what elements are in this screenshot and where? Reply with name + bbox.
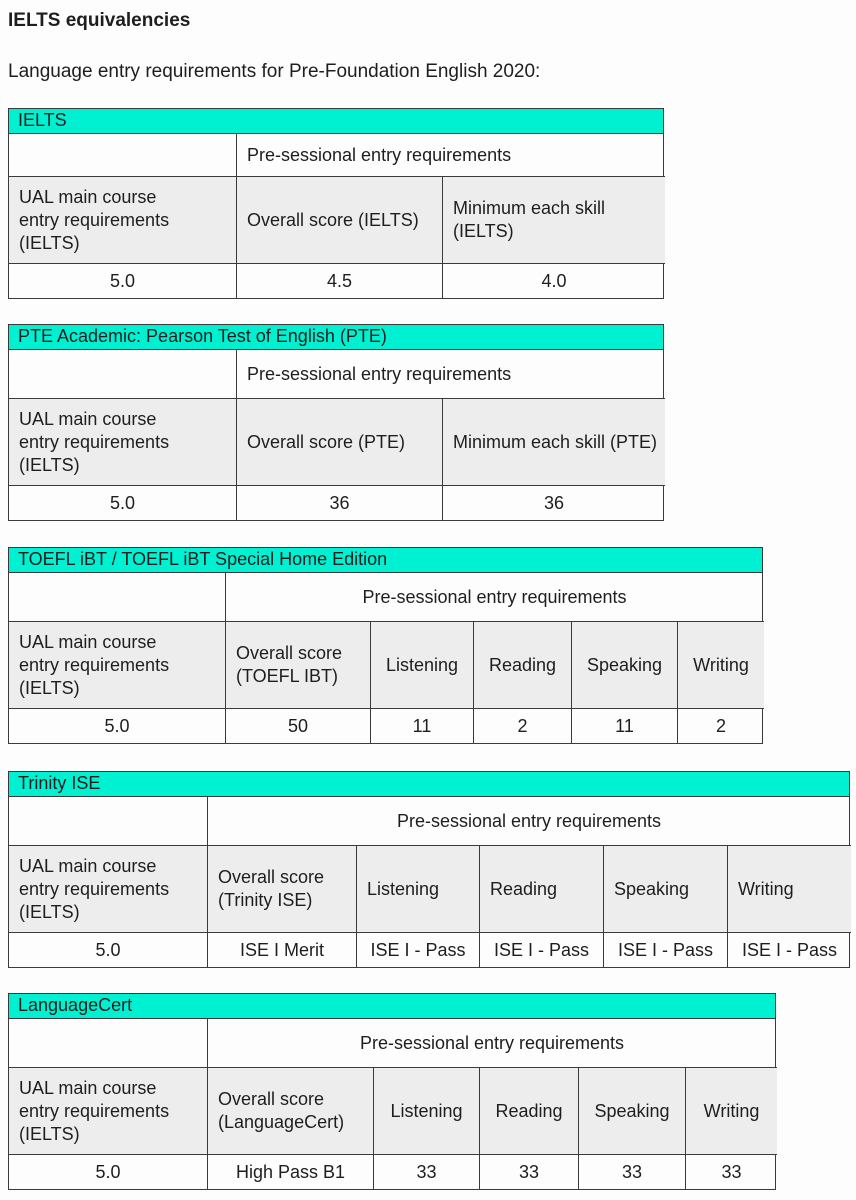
column-header-label: Minimum each skill (PTE) (453, 431, 658, 452)
column-header-label: Reading (495, 1100, 563, 1121)
score-value (442, 485, 665, 520)
column-header (225, 621, 370, 708)
ual-value (9, 1154, 207, 1189)
ual-label-line: entry requirements (19, 431, 170, 452)
score-value (677, 708, 764, 743)
column-header-label: Writing (693, 654, 749, 675)
value-text: 4.5 (326, 270, 353, 291)
pre-sessional-header (225, 573, 763, 621)
pre-sessional-label: Pre-sessional entry requirements (362, 586, 627, 607)
value-text: ISE I - Pass (617, 939, 714, 960)
ual-value (9, 263, 236, 298)
ual-label-line: UAL main course (19, 1077, 157, 1098)
table-title: Trinity ISE (9, 772, 849, 797)
column-header-label: Writing (738, 878, 794, 899)
ual-requirements-label (19, 186, 169, 255)
ual-label-line: (IELTS) (19, 677, 80, 698)
column-header (571, 621, 677, 708)
value-text: 5.0 (95, 939, 121, 960)
score-value (685, 1154, 777, 1189)
column-header (603, 845, 727, 932)
ual-label-line: (IELTS) (19, 454, 80, 475)
ual-requirements-label (19, 855, 169, 924)
value-text: ISE I - Pass (493, 939, 590, 960)
value-text: 11 (412, 715, 432, 736)
value-text: 5.0 (109, 270, 136, 291)
ual-label-line: UAL main course (19, 855, 157, 876)
table-1 (8, 324, 664, 521)
column-header-label: Minimum each skill (IELTS) (453, 198, 606, 241)
column-header (370, 621, 473, 708)
score-value (442, 263, 665, 298)
score-value (727, 932, 851, 967)
value-text: ISE I - Pass (741, 939, 838, 960)
column-header (677, 621, 764, 708)
column-header (207, 1067, 373, 1154)
value-text: 50 (287, 715, 309, 736)
ual-label-line: UAL main course (19, 186, 157, 207)
column-header (207, 845, 356, 932)
column-header-label: Reading (488, 654, 557, 675)
pre-sessional-header (207, 797, 850, 845)
column-header-label: Overall score (TOEFL IBT) (236, 643, 343, 686)
column-header (479, 845, 603, 932)
value-text: High Pass B1 (235, 1161, 346, 1182)
table-0 (8, 108, 664, 299)
ual-requirements-header (9, 621, 225, 708)
ual-requirements-header (9, 1067, 207, 1154)
score-value (479, 1154, 578, 1189)
value-text: ISE I Merit (239, 939, 324, 960)
pre-sessional-label: Pre-sessional entry requirements (247, 363, 512, 384)
ual-requirements-label (19, 408, 169, 477)
column-header (236, 398, 442, 485)
column-header-label: Overall score (PTE) (247, 431, 406, 452)
score-value (356, 932, 479, 967)
column-header (473, 621, 571, 708)
column-header (442, 176, 665, 263)
score-value (236, 485, 442, 520)
column-header (373, 1067, 479, 1154)
score-value (578, 1154, 685, 1189)
column-header-label: Listening (385, 654, 459, 675)
pre-sessional-header (207, 1019, 776, 1067)
value-text: 4.0 (541, 270, 567, 291)
value-text: 33 (518, 1161, 540, 1182)
value-text: 33 (621, 1161, 643, 1182)
column-header-label: Speaking (614, 878, 690, 899)
column-header (727, 845, 851, 932)
page-subtitle: Language entry requirements for Pre-Foundation English 2020: (8, 61, 541, 82)
column-header (356, 845, 479, 932)
column-header-label: Reading (490, 878, 558, 899)
pre-sessional-header (236, 134, 664, 176)
value-text: 2 (517, 715, 528, 736)
ual-label-line: entry requirements (19, 654, 170, 675)
value-text: 5.0 (104, 715, 130, 736)
value-text: 2 (715, 715, 726, 736)
score-value (236, 263, 442, 298)
ual-requirements-label (19, 631, 169, 700)
column-header-label: Listening (367, 878, 440, 899)
column-header-label: Overall score (LanguageCert) (218, 1089, 345, 1132)
pre-sessional-label: Pre-sessional entry requirements (359, 1032, 625, 1053)
score-value (479, 932, 603, 967)
ual-label-line: entry requirements (19, 209, 170, 230)
value-text: ISE I - Pass (370, 939, 466, 960)
score-value (473, 708, 571, 743)
ual-label-line: entry requirements (19, 1100, 170, 1121)
score-value (370, 708, 473, 743)
column-header (685, 1067, 777, 1154)
score-value (373, 1154, 479, 1189)
table-title: TOEFL iBT / TOEFL iBT Special Home Edition (9, 548, 762, 573)
ual-label-line: (IELTS) (19, 1123, 80, 1144)
table-3 (8, 771, 850, 968)
score-value (571, 708, 677, 743)
column-header (236, 176, 442, 263)
pre-sessional-label: Pre-sessional entry requirements (247, 144, 512, 165)
score-value (603, 932, 727, 967)
column-header (578, 1067, 685, 1154)
page-title: IELTS equivalencies (8, 10, 191, 31)
value-text: 5.0 (109, 492, 136, 513)
table-title: PTE Academic: Pearson Test of English (PTE) (9, 325, 663, 350)
column-header-label: Listening (390, 1100, 463, 1121)
column-header-label: Overall score (IELTS) (247, 209, 419, 230)
column-header-label: Speaking (586, 654, 663, 675)
ual-value (9, 485, 236, 520)
ual-label-line: entry requirements (19, 878, 170, 899)
value-text: 33 (721, 1161, 742, 1182)
ual-requirements-header (9, 176, 236, 263)
ual-requirements-header (9, 398, 236, 485)
ual-label-line: UAL main course (19, 408, 157, 429)
ual-label-line: (IELTS) (19, 232, 80, 253)
ual-value (9, 932, 207, 967)
value-text: 36 (543, 492, 565, 513)
value-text: 11 (615, 715, 634, 736)
ual-label-line: (IELTS) (19, 901, 80, 922)
ual-requirements-label (19, 1077, 169, 1146)
score-value (207, 932, 356, 967)
pre-sessional-header (236, 350, 664, 398)
ual-label-line: UAL main course (19, 631, 157, 652)
table-2 (8, 547, 763, 744)
ual-requirements-header (9, 845, 207, 932)
column-header (442, 398, 665, 485)
score-value (225, 708, 370, 743)
value-text: 5.0 (95, 1161, 121, 1182)
table-title: IELTS (9, 109, 663, 134)
table-title: LanguageCert (9, 994, 775, 1019)
pre-sessional-label: Pre-sessional entry requirements (396, 810, 662, 831)
column-header-label: Speaking (594, 1100, 670, 1121)
column-header-label: Writing (703, 1100, 760, 1121)
column-header (479, 1067, 578, 1154)
column-header-label: Overall score (Trinity ISE) (218, 867, 325, 910)
table-4 (8, 993, 776, 1190)
score-value (207, 1154, 373, 1189)
ual-value (9, 708, 225, 743)
value-text: 33 (416, 1161, 437, 1182)
value-text: 36 (329, 492, 350, 513)
